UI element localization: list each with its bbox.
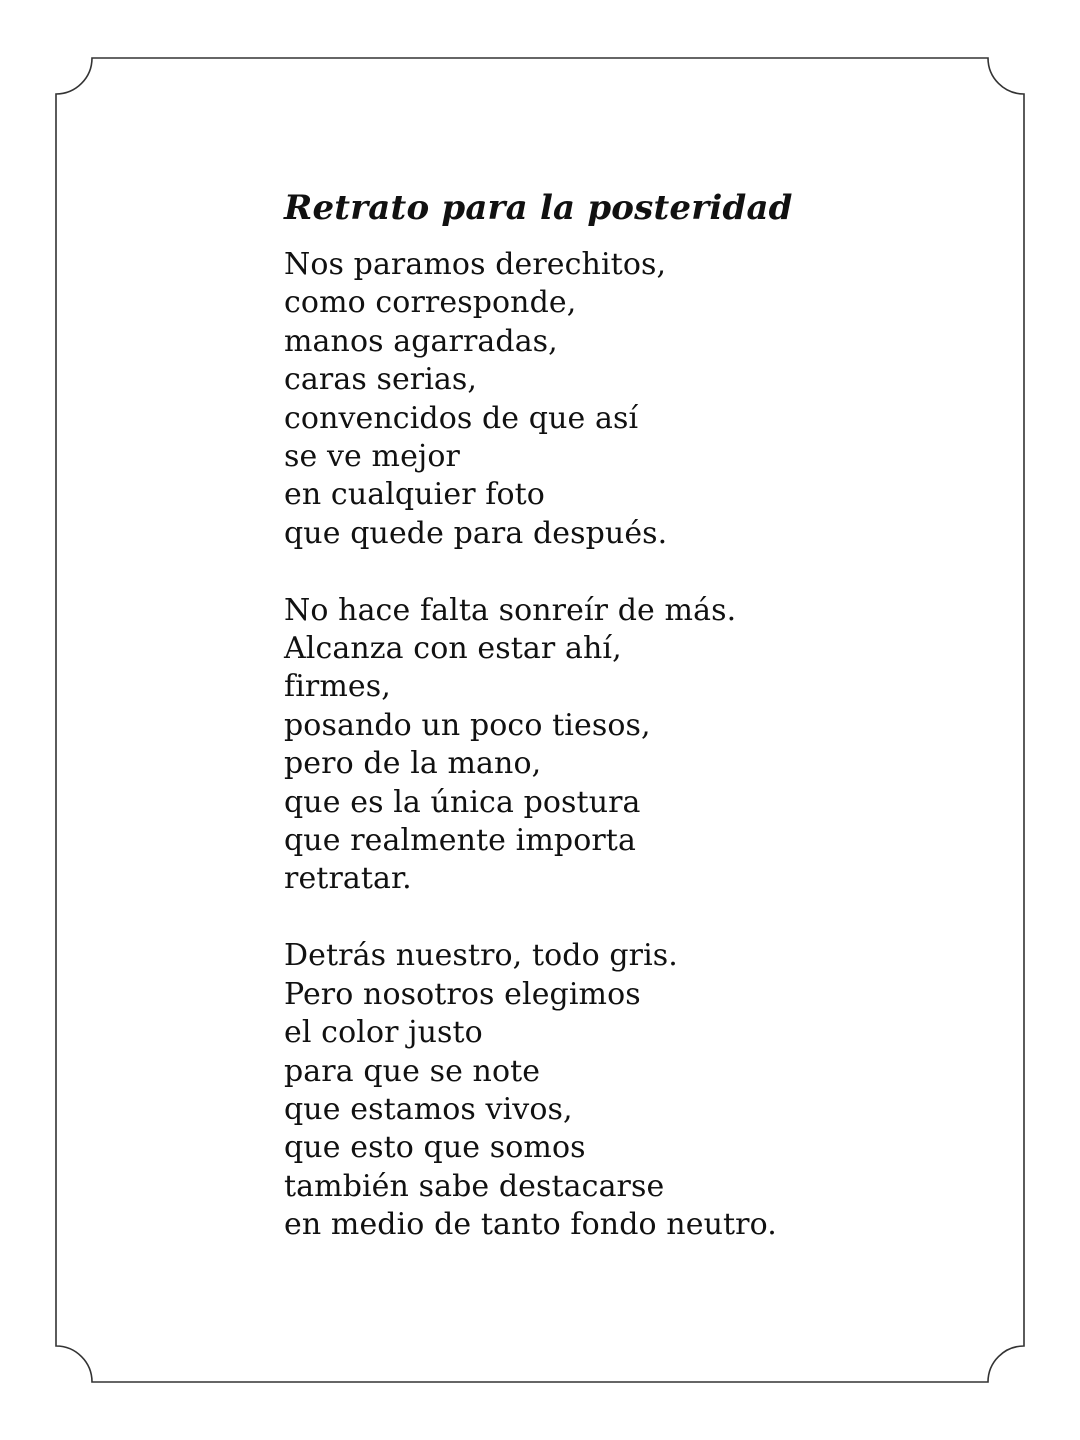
poem-line: que esto que somos xyxy=(284,1130,586,1166)
poem xyxy=(284,184,1004,1245)
poem-line: pero de la mano, xyxy=(284,746,542,782)
poem-line: Nos paramos derechitos, xyxy=(284,247,667,282)
poem-line: Detrás nuestro, todo gris. xyxy=(284,938,678,974)
poem-line: retratar. xyxy=(284,861,412,897)
stanza-1 xyxy=(284,246,1004,553)
poem-line: también sabe destacarse xyxy=(284,1168,665,1204)
poem-line: el color justo xyxy=(284,1015,483,1051)
poem-line: que estamos vivos, xyxy=(284,1091,573,1127)
poem-line: como corresponde, xyxy=(284,285,577,321)
poem-line: que quede para después. xyxy=(284,515,668,551)
poem-line: Alcanza con estar ahí, xyxy=(284,631,622,667)
stanza-2 xyxy=(284,592,1004,899)
poem-line: firmes, xyxy=(284,669,391,705)
stanza-3 xyxy=(284,937,1004,1244)
poem-line: en cualquier foto xyxy=(284,477,545,513)
poem-line: Pero nosotros elegimos xyxy=(284,976,641,1012)
poem-line: que realmente importa xyxy=(284,823,636,859)
poem-line: manos agarradas, xyxy=(284,323,558,359)
poem-line: se ve mejor xyxy=(284,439,460,475)
poem-line: posando un poco tiesos, xyxy=(284,707,651,743)
poem-line: en medio de tanto fondo neutro. xyxy=(284,1207,777,1243)
poem-line: para que se note xyxy=(284,1053,541,1089)
poem-title: Retrato para la posteridad xyxy=(284,188,793,228)
poem-line: convencidos de que así xyxy=(284,400,639,436)
poem-line: que es la única postura xyxy=(284,784,641,820)
poem-line: caras serias, xyxy=(284,362,478,398)
poem-line: No hace falta sonreír de más. xyxy=(284,592,737,628)
